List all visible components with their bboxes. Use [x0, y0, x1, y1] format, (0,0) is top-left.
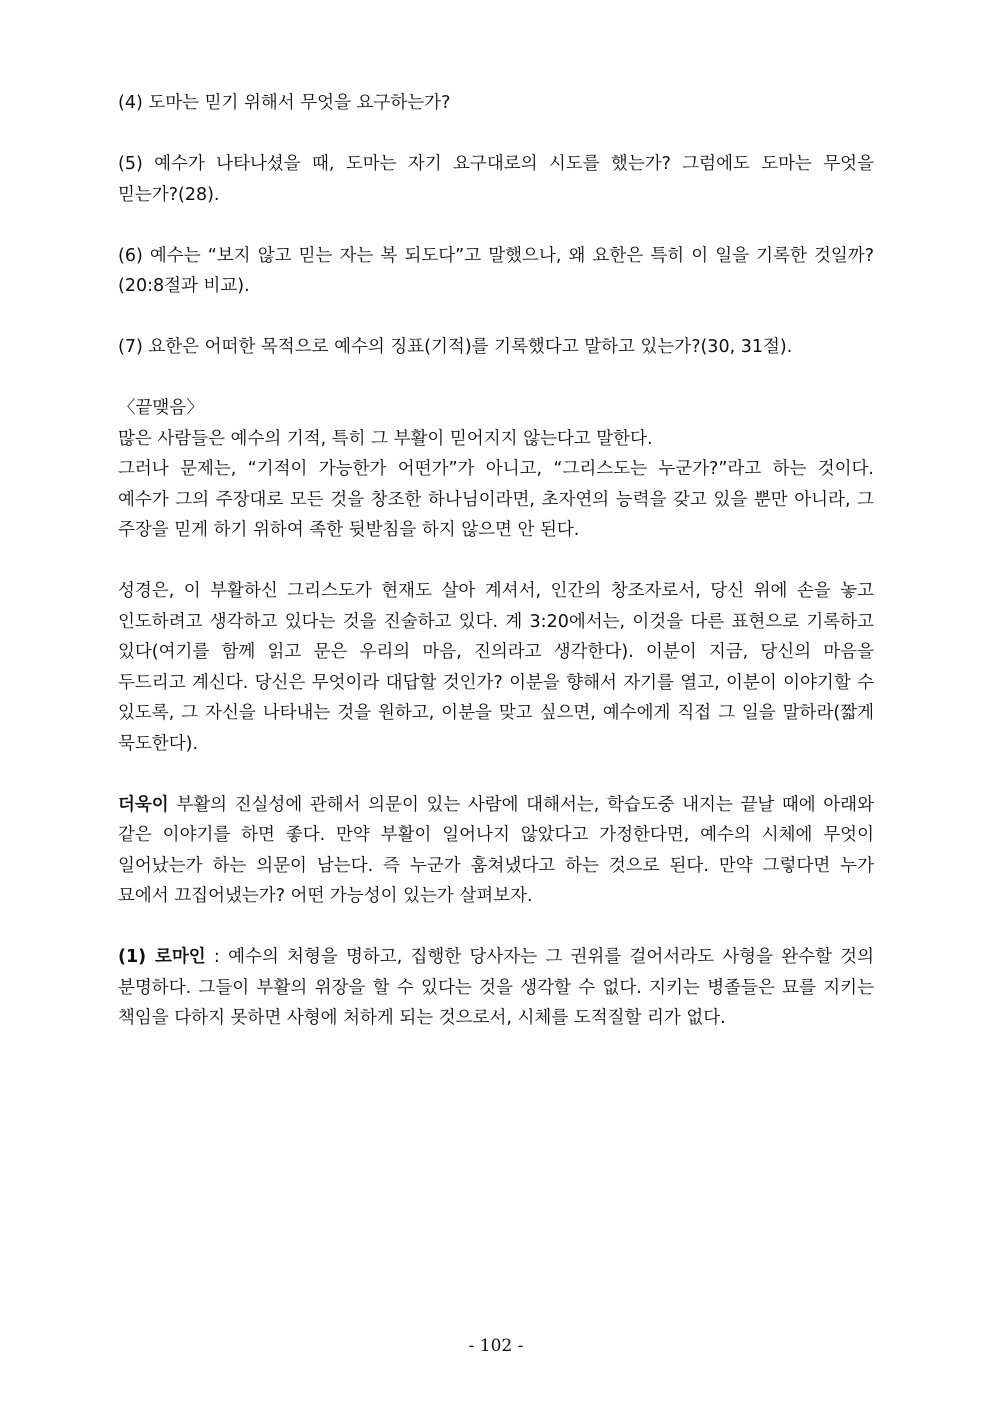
question-6: (6) 예수는 “보지 않고 믿는 자는 복 되도다”고 말했으나, 왜 요한은 특히 이 일을 기록한 것일까?(20:8절과 비교).	[118, 245, 874, 296]
further-keyword: 더욱이	[118, 794, 169, 815]
further-paragraph	[118, 790, 874, 912]
conclusion-heading: 〈끝맺음〉	[118, 398, 204, 418]
romans-text: : 예수의 처형을 명하고, 집행한 당사자는 그 권위를 걸어서라도 사형을 완수할 것의 분명하다. 그들이 부활의 위장을 할 수 있다는 것을 생각할 수 없다. 지키는 병졸들은 묘를 지키는 책임을 다하지 못하면 사형에 처하게 되는 것으로서, 시체를 도적질할 리가 없다.	[118, 947, 874, 1028]
conclusion-paragraph: 그러나 문제는, “기적이 가능한가 어떤가”가 아니고, “그리스도는 누군가?”라고 하는 것이다. 예수가 그의 주장대로 모든 것을 창조한 하나님이라면, 초자연의 능력을 갖고 있을 뿐만 아니라, 그 주장을 믿게 하기 위하여 족한 뒷받침을 하지 않으면 안 된다.	[118, 459, 874, 540]
question-5: (5) 예수가 나타나셨을 때, 도마는 자기 요구대로의 시도를 했는가? 그럼에도 도마는 무엇을 믿는가?(28).	[118, 154, 874, 205]
scripture-paragraph: 성경은, 이 부활하신 그리스도가 현재도 살아 계셔서, 인간의 창조자로서, 당신 위에 손을 놓고 인도하려고 생각하고 있다는 것을 진술하고 있다. 계 3:20에서는, 이것을 다른 표현으로 기록하고 있다(여기를 함께 읽고 문은 우리의 마음, 진의라고 생각한다). 이분이 지금, 당신의 마음을 두드리고 계신다. 당신은 무엇이라 대답할 것인가? 이분을 향해서 자기를 열고, 이분이 이야기할 수 있도록, 그 자신을 나타내는 것을 원하고, 이분을 맞고 싶으면, 예수에게 직접 그 일을 말하라(짧게 묵도한다).	[118, 581, 874, 754]
further-text: 부활의 진실성에 관해서 의문이 있는 사람에 대해서는, 학습도중 내지는 끝날 때에 아래와 같은 이야기를 하면 좋다. 만약 부활이 일어나지 않았다고 가정한다면, 예수의 시체에 무엇이 일어났는가 하는 의문이 남는다. 즉 누군가 훔쳐냈다고 하는 것으로 된다. 만약 그렇다면 누가 묘에서 끄집어냈는가? 어떤 가능성이 있는가 살펴보자.	[118, 794, 874, 906]
question-7: (7) 요한은 어떠한 목적으로 예수의 징표(기적)를 기록했다고 말하고 있는가?(30, 31절).	[118, 337, 793, 357]
question-4: (4) 도마는 믿기 위해서 무엇을 요구하는가?	[118, 93, 451, 113]
page-number: - 102 -	[468, 1336, 524, 1356]
romans-keyword: (1) 로마인	[118, 947, 206, 967]
conclusion-line: 많은 사람들은 예수의 기적, 특히 그 부활이 믿어지지 않는다고 말한다.	[118, 428, 653, 449]
romans-paragraph	[118, 942, 874, 1034]
document-body	[118, 88, 874, 1064]
